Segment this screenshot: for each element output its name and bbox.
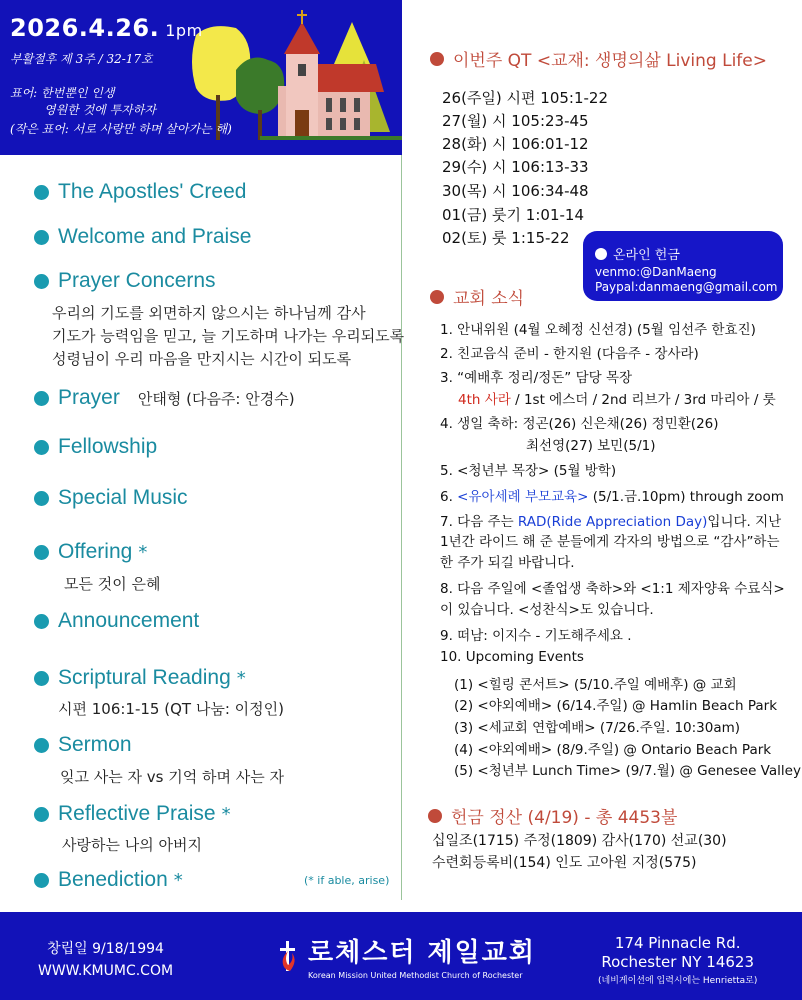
order-label: Reflective Praise: [58, 802, 216, 825]
qt-row: 02(토) 룻 1:15-22: [442, 229, 570, 247]
qt-heading: [430, 46, 767, 71]
bullet-icon: [34, 491, 49, 506]
footer: [0, 912, 802, 1000]
bullet-icon: [34, 274, 49, 289]
qt-row: 01(금) 룻기 1:01-14: [442, 206, 584, 224]
order-item-benediction: [34, 868, 183, 892]
news-item-8: 8. 다음 주일에 <졸업생 축하>와 <1:1 제자양육 수료식>: [440, 581, 785, 597]
offering-note: 모든 것이 은혜: [64, 575, 161, 593]
bullet-icon: [34, 671, 49, 686]
highlight-team: 4th 사라: [458, 392, 511, 408]
news-item-9: 9. 떠남: 이지수 - 기도해주세요 .: [440, 628, 632, 644]
event-item: (5) <청년부 Lunch Time> (9/7.월) @ Genesee Valley: [454, 763, 801, 779]
order-label: Prayer Concerns: [58, 269, 216, 292]
event-item: (3) <세교회 연합예배> (7/26.주일. 10:30am): [454, 720, 741, 736]
motto-line-1: 표어: 한번뿐인 인생: [10, 86, 115, 100]
news-item-3: 3. “예배후 정리/정돈” 담당 목장: [440, 370, 633, 386]
church-english-name: Korean Mission United Methodist Church of Rochester: [308, 971, 523, 980]
news-item-3-teams: [458, 388, 776, 408]
order-label: Special Music: [58, 486, 188, 509]
bullet-icon: [430, 52, 444, 66]
order-label: The Apostles' Creed: [58, 180, 247, 203]
bullet-icon: [430, 290, 444, 304]
news-heading-text: 교회 소식: [453, 289, 525, 309]
prayer-concern-2: 기도가 능력임을 믿고, 늘 기도하며 나가는 우리되도록: [52, 327, 405, 345]
news-detail: (5/1.금.10pm) through zoom: [588, 489, 784, 505]
order-label: Fellowship: [58, 435, 158, 458]
address-line-1: 174 Pinnacle Rd.: [614, 934, 741, 952]
qt-row: 30(목) 시 106:34-48: [442, 182, 589, 200]
order-label: Scriptural Reading: [58, 666, 231, 689]
paypal-handle: Paypal:danmaeng@gmail.com: [595, 280, 778, 294]
offering-heading-text: 헌금 정산 (4/19) - 총 4453불: [451, 808, 678, 828]
bullet-icon: [595, 248, 607, 260]
qt-row: 28(화) 시 106:01-12: [442, 135, 589, 153]
qt-row: 26(주일) 시편 105:1-22: [442, 89, 609, 107]
bullet-icon: [34, 391, 49, 406]
order-item-offering: [34, 540, 147, 564]
arise-star: *: [173, 869, 183, 891]
order-item-prayer: [34, 386, 295, 410]
website-link[interactable]: WWW.KMUMC.COM: [38, 963, 174, 979]
baptism-class-link: <유아세례 부모교육>: [457, 489, 589, 505]
qt-heading-text: 이번주 QT <교재: 생명의삶 Living Life>: [453, 51, 767, 71]
order-label: Benediction: [58, 868, 168, 891]
footer-church-brand: [276, 932, 536, 980]
order-label: Prayer: [58, 386, 120, 409]
news-number: 6.: [440, 489, 458, 505]
season-line: 부활절후 제 3주 / 32-17호: [10, 52, 153, 66]
news-item-7-cont2: 한 주가 되길 바랍니다.: [440, 555, 575, 571]
column-divider: [401, 155, 402, 900]
news-item-10: 10. Upcoming Events: [440, 649, 584, 665]
founded-date: 창립일 9/18/1994: [47, 941, 164, 957]
order-item-apostles-creed: [34, 180, 246, 204]
arise-star: *: [221, 803, 231, 825]
header-banner: [0, 0, 402, 155]
online-giving-heading: [595, 244, 680, 263]
offering-heading: [428, 803, 677, 828]
news-item-5: 5. <청년부 목장> (5월 방학): [440, 463, 617, 479]
bullet-icon: [34, 545, 49, 560]
church-name-block: [308, 932, 536, 980]
news-item-7-cont: 1년간 라이드 해 준 분들에게 각자의 방법으로 “감사”하는: [440, 534, 780, 550]
online-giving-box: [583, 231, 783, 301]
date-text: 2026.4.26.: [10, 14, 160, 42]
sermon-title: 잊고 사는 자 vs 기억 하며 사는 자: [60, 768, 284, 786]
motto-line-2: 영원한 것에 투자하자: [44, 103, 156, 117]
scripture-note: 시편 106:1-15 (QT 나눔: 이정인): [58, 700, 284, 718]
bullet-icon: [34, 738, 49, 753]
bullet-icon: [34, 440, 49, 455]
order-item-reflective-praise: [34, 802, 231, 826]
bullet-icon: [34, 807, 49, 822]
event-item: (2) <야외예배> (6/14.주일) @ Hamlin Beach Park: [454, 698, 778, 714]
navigation-note: (네비게이션에 입력시에는 Henrietta로): [598, 976, 758, 986]
news-item-1: 1. 안내위원 (4월 오혜정 신선경) (5월 임선주 한효진): [440, 322, 756, 338]
offering-line-1: 십일조(1715) 주정(1809) 감사(170) 선교(30): [432, 833, 727, 849]
motto-line-3: (작은 표어: 서로 사랑만 하며 살아가는 해): [10, 122, 232, 136]
order-label: Welcome and Praise: [58, 225, 252, 248]
news-item-2: 2. 친교음식 준비 - 한지원 (다음주 - 장사라): [440, 346, 699, 362]
news-text: 입니다. 지난: [707, 514, 782, 530]
event-item: (4) <야외예배> (8/9.주일) @ Ontario Beach Park: [454, 742, 772, 758]
news-item-7: [440, 510, 781, 530]
church-name: 로체스터 제일교회: [308, 938, 536, 968]
order-item-special-music: [34, 486, 188, 510]
prayer-concern-3: 성령님이 우리 마음을 만지시는 시간이 되도록: [52, 350, 352, 368]
cross-and-flame-icon: [276, 937, 300, 975]
reflective-praise-note: 사랑하는 나의 아버지: [62, 836, 202, 854]
bullet-icon: [34, 185, 49, 200]
bullet-icon: [34, 230, 49, 245]
arise-star: *: [236, 667, 246, 689]
news-text: 7. 다음 주는: [440, 514, 518, 530]
event-item: (1) <힐링 콘서트> (5/10.주일 예배후) @ 교회: [454, 677, 737, 693]
news-item-4: 4. 생일 축하: 정곤(26) 신은채(26) 정민환(26): [440, 416, 719, 432]
other-teams: / 1st 에스더 / 2nd 리브가 / 3rd 마리아 / 룻: [510, 392, 776, 408]
news-item-8-cont: 이 있습니다. <성찬식>도 있습니다.: [440, 602, 654, 618]
order-label: Offering: [58, 540, 133, 563]
arise-note: (* if able, arise): [304, 874, 390, 887]
bullet-icon: [34, 873, 49, 888]
footer-left: [38, 938, 173, 982]
arise-star: *: [138, 541, 148, 563]
rad-link: RAD(Ride Appreciation Day): [517, 514, 708, 530]
qt-row: 27(월) 시 105:23-45: [442, 112, 589, 130]
footer-address: [598, 934, 757, 991]
service-date: [10, 14, 203, 42]
offering-line-2: 수련회등록비(154) 인도 고아원 지정(575): [432, 855, 697, 871]
order-label: Sermon: [58, 733, 132, 756]
news-item-6: [440, 485, 784, 505]
order-label: Announcement: [58, 609, 200, 632]
order-item-fellowship: [34, 435, 157, 459]
prayer-leader: 안태형 (다음주: 안경수): [137, 389, 295, 408]
order-item-prayer-concerns: [34, 269, 216, 293]
news-heading: [430, 284, 524, 309]
order-item-announcement: [34, 609, 199, 633]
order-item-welcome: [34, 225, 251, 249]
online-giving-title: 온라인 헌금: [613, 248, 680, 263]
venmo-handle: venmo:@DanMaeng: [595, 265, 717, 279]
qt-row: 29(수) 시 106:13-33: [442, 158, 589, 176]
time-text: 1pm: [165, 21, 203, 40]
order-item-scriptural-reading: [34, 666, 246, 690]
order-item-sermon: [34, 733, 132, 757]
prayer-concern-1: 우리의 기도를 외면하지 않으시는 하나님께 감사: [52, 304, 366, 322]
address-line-2: Rochester NY 14623: [601, 953, 755, 971]
bullet-icon: [428, 809, 442, 823]
news-item-4-cont: 최선영(27) 보민(5/1): [526, 438, 656, 454]
bullet-icon: [34, 614, 49, 629]
